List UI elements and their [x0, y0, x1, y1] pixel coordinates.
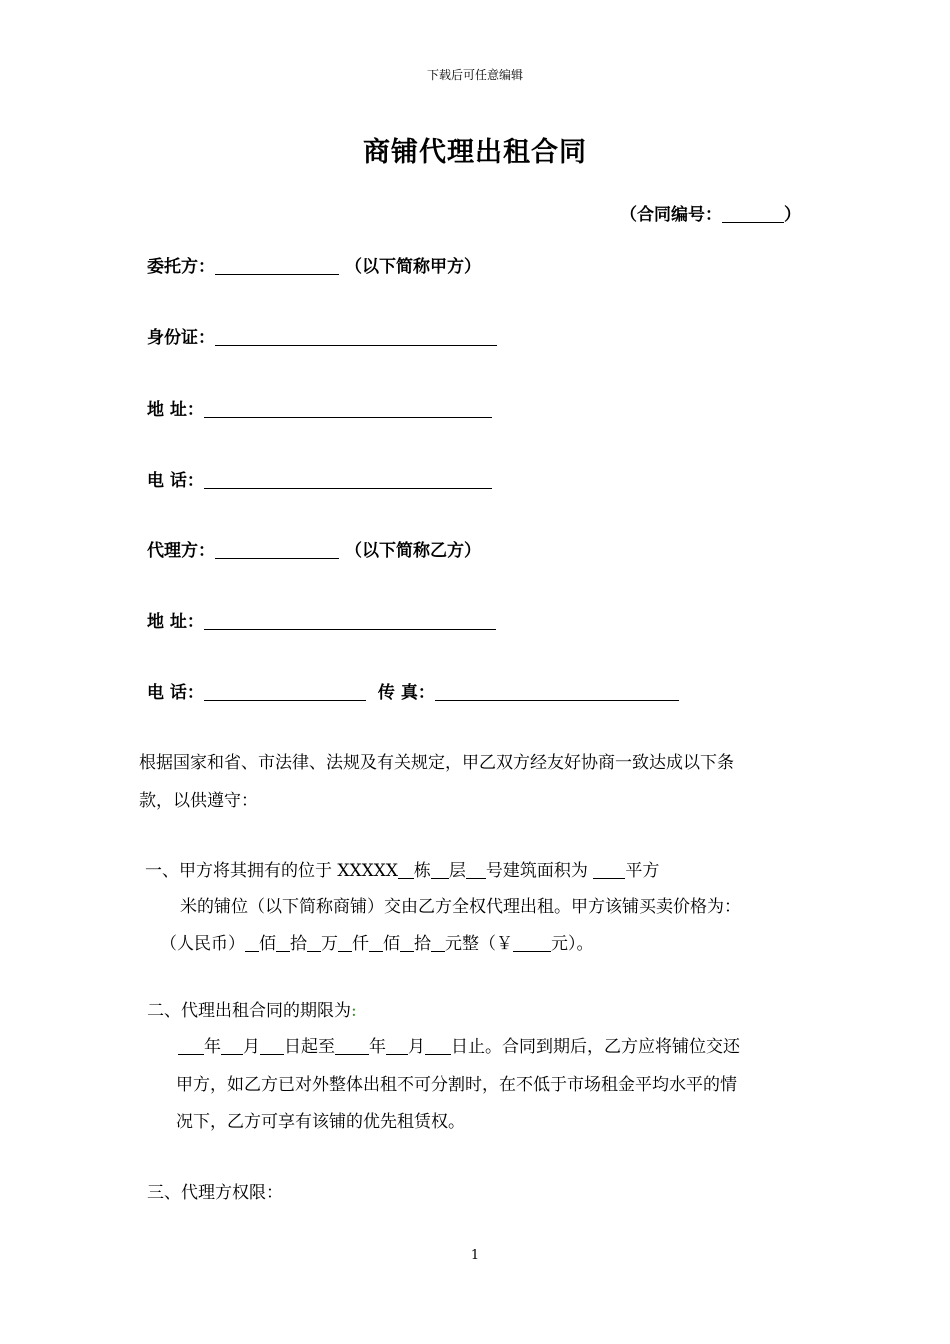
page-number: 1 — [470, 1248, 480, 1263]
clause-2-line-1 — [178, 1032, 740, 1057]
start-day-label: 日起至 — [284, 1037, 335, 1057]
clause-2-heading-text: 二、代理出租合同的期限为 — [147, 1001, 351, 1021]
fax-label: 传 真： — [377, 683, 435, 703]
price-blank-2[interactable] — [276, 935, 290, 952]
start-year-label: 年 — [204, 1037, 221, 1057]
price-unit-6: 拾 — [414, 934, 431, 954]
agent-phone-blank[interactable] — [204, 682, 366, 701]
price-unit-2: 拾 — [290, 934, 307, 954]
id-card-row — [147, 323, 497, 348]
clause-2-line-3: 况下，乙方可享有该铺的优先租赁权。 — [176, 1112, 465, 1132]
agent-row — [147, 536, 481, 561]
agent-suffix: （以下简称乙方） — [345, 541, 481, 561]
fax-blank[interactable] — [435, 682, 679, 701]
price-unit-4: 仟 — [352, 934, 369, 954]
end-day-blank[interactable] — [425, 1038, 451, 1055]
unit-blank[interactable] — [466, 862, 486, 879]
end-year-label: 年 — [369, 1037, 386, 1057]
principal-address-row — [147, 395, 492, 420]
end-year-blank[interactable] — [335, 1038, 369, 1055]
end-day-label: 日止。合同到期后，乙方应将铺位交还 — [451, 1037, 740, 1057]
start-month-blank[interactable] — [221, 1038, 243, 1055]
agent-address-label: 地 址： — [147, 612, 204, 632]
principal-label: 委托方： — [147, 257, 215, 277]
id-card-label: 身份证： — [147, 328, 215, 348]
building-blank[interactable] — [398, 862, 414, 879]
contract-number-open: （合同编号： — [620, 205, 722, 225]
principal-blank[interactable] — [215, 256, 339, 275]
principal-phone-blank[interactable] — [204, 470, 492, 489]
principal-address-blank[interactable] — [204, 399, 492, 418]
price-blank-3[interactable] — [307, 935, 321, 952]
agent-blank[interactable] — [215, 540, 339, 559]
header-note: 下载后可任意编辑 — [426, 68, 523, 82]
area-blank[interactable] — [593, 862, 625, 879]
price-blank-4[interactable] — [338, 935, 352, 952]
agent-label: 代理方： — [147, 541, 215, 561]
price-unit-3: 万 — [321, 934, 338, 954]
start-day-blank[interactable] — [260, 1038, 284, 1055]
preamble-line-2: 款，以供遵守： — [139, 791, 258, 811]
agent-phone-row — [147, 678, 679, 703]
price-unit-1: 佰 — [259, 934, 276, 954]
principal-suffix: （以下简称甲方） — [345, 257, 481, 277]
clause-1-text-d: 号建筑面积为 — [485, 861, 594, 881]
price-prefix: （人民币） — [160, 934, 245, 954]
clause-2-line-2: 甲方，如乙方已对外整体出租不可分割时，在不低于市场租金平均水平的情 — [176, 1075, 737, 1095]
preamble-line-1: 根据国家和省、市法律、法规及有关规定，甲乙双方经友好协商一致达成以下条 — [139, 753, 734, 773]
agent-address-row — [147, 607, 496, 632]
price-yuan-blank[interactable] — [513, 935, 551, 952]
clause-2-heading — [147, 996, 357, 1021]
price-blank-1[interactable] — [245, 935, 259, 952]
contract-number — [620, 200, 801, 225]
id-card-blank[interactable] — [215, 327, 497, 346]
principal-phone-row — [147, 466, 492, 491]
contract-number-close: ） — [784, 205, 801, 225]
clause-1-text-a: 一、甲方将其拥有的位于 XXXXX — [145, 861, 398, 881]
agent-address-blank[interactable] — [204, 611, 496, 630]
end-month-label: 月 — [408, 1037, 425, 1057]
price-unit-5: 佰 — [383, 934, 400, 954]
clause-1-text-e: 平方 — [625, 861, 660, 881]
clause-1-line-1 — [145, 856, 659, 881]
clause-2-colon: : — [351, 1001, 357, 1021]
contract-number-blank[interactable] — [722, 204, 784, 223]
price-yuan-close: 元）。 — [551, 934, 594, 954]
clause-1-text-c: 层 — [448, 861, 466, 881]
price-blank-7[interactable] — [431, 935, 445, 952]
principal-row — [147, 252, 481, 277]
clause-1-line-3 — [160, 929, 594, 954]
start-year-blank[interactable] — [178, 1038, 204, 1055]
page-title: 商铺代理出租合同 — [363, 137, 587, 168]
principal-address-label: 地 址： — [147, 400, 204, 420]
agent-phone-label: 电 话： — [147, 683, 204, 703]
principal-phone-label: 电 话： — [147, 471, 204, 491]
start-month-label: 月 — [243, 1037, 260, 1057]
clause-1-line-2: 米的铺位（以下简称商铺）交由乙方全权代理出租。甲方该铺买卖价格为： — [180, 897, 741, 917]
clause-1-text-b: 栋 — [413, 861, 431, 881]
end-month-blank[interactable] — [386, 1038, 408, 1055]
floor-blank[interactable] — [431, 862, 449, 879]
clause-3-heading: 三、代理方权限： — [147, 1183, 283, 1203]
price-blank-6[interactable] — [400, 935, 414, 952]
price-yuan-open: 元整（￥ — [445, 934, 513, 954]
price-blank-5[interactable] — [369, 935, 383, 952]
